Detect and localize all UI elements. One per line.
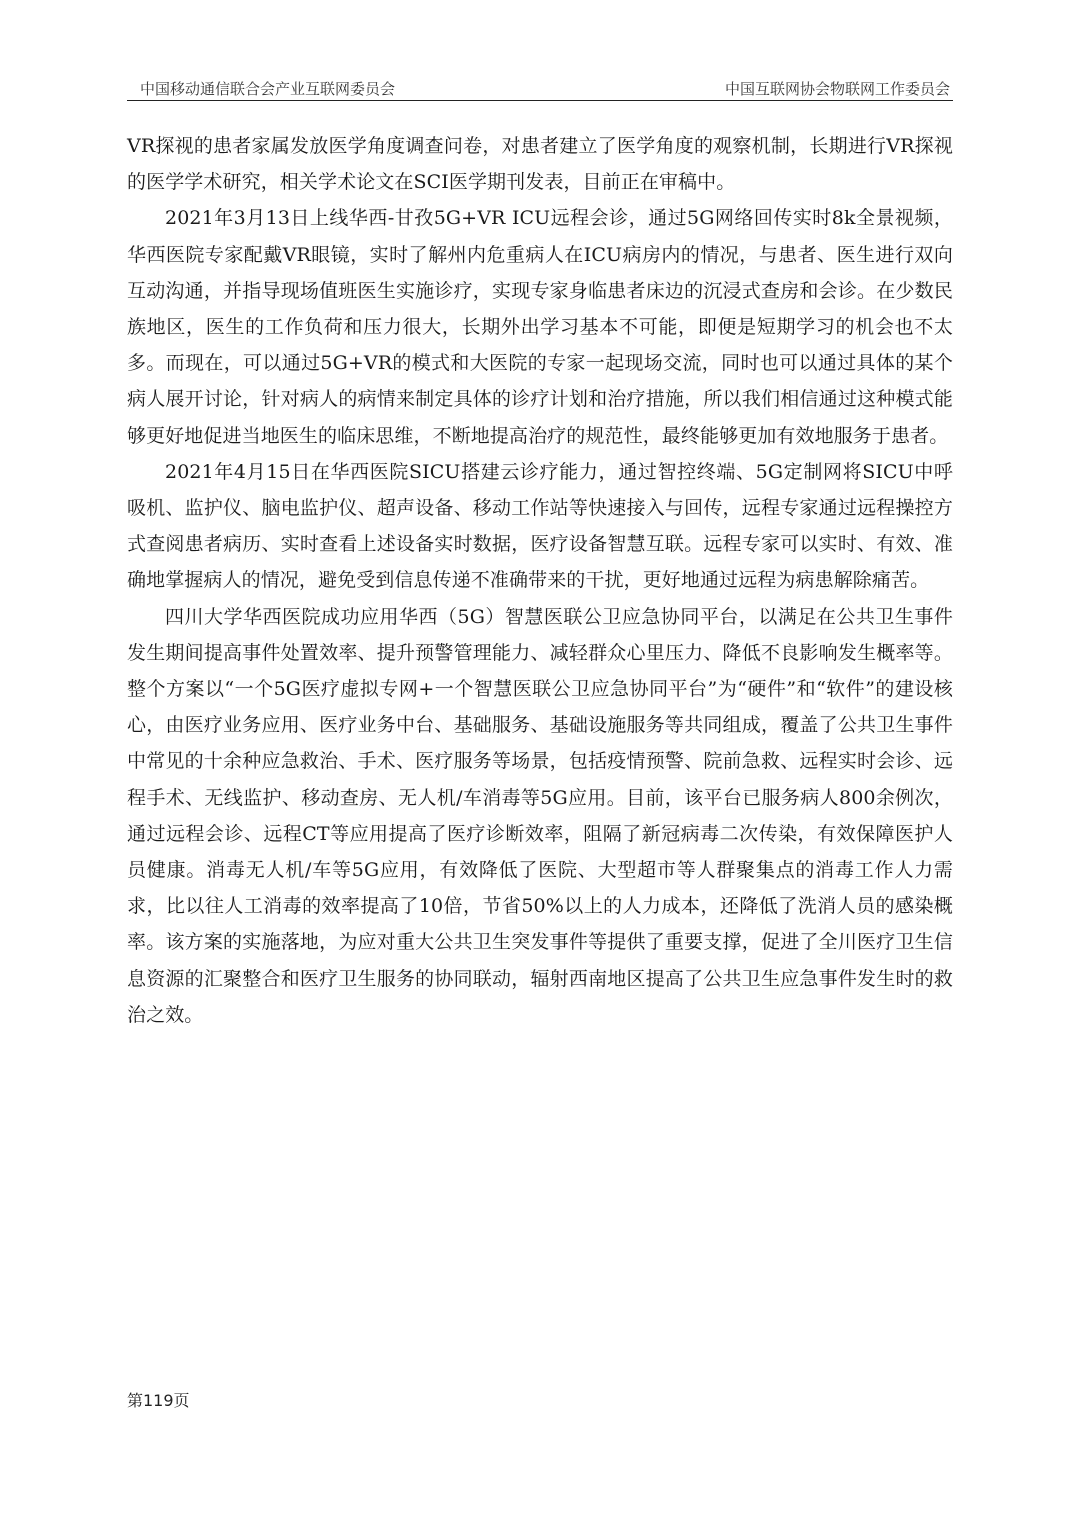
page-header [127, 74, 953, 101]
paragraph-continuation: VR探视的患者家属发放医学角度调查问卷，对患者建立了医学角度的观察机制，长期进行VR探视的医学学术研究，相关学术论文在SCI医学期刊发表，目前正在审稿中。 [127, 135, 953, 194]
header-right-org: 中国互联网协会物联网工作委员会 [724, 80, 950, 98]
header-left-org: 中国移动通信联合会产业互联网委员会 [140, 80, 396, 98]
paragraph-icu-remote-consult: 2021年3月13日上线华西-甘孜5G+VR ICU远程会诊，通过5G网络回传实时8k全景视频，华西医院专家配戴VR眼镜，实时了解州内危重病人在ICU病房内的情况，与患者、医生进行双向互动沟通，并指导现场值班医生实施诊疗，实现专家身临患者床边的沉浸式查房和会诊。在少数民族地区，医生的工作负荷和压力很大，长期外出学习基本不可能，即便是短期学习的机会也不太多。而现在，可以通过5G+VR的模式和大医院的专家一起现场交流，同时也可以通过具体的某个病人展开讨论，针对病人的病情来制定具体的诊疗计划和治疗措施，所以我们相信通过这种模式能够更好地促进当地医生的临床思维，不断地提高治疗的规范性，最终能够更加有效地服务于患者。 [127, 207, 953, 447]
document-body [127, 128, 953, 1033]
paragraph-public-health-platform: 四川大学华西医院成功应用华西（5G）智慧医联公卫应急协同平台，以满足在公共卫生事件发生期间提高事件处置效率、提升预警管理能力、减轻群众心里压力、降低不良影响发生概率等。整个方案以“一个5G医疗虚拟专网+一个智慧医联公卫应急协同平台”为“硬件”和“软件”的建设核心，由医疗业务应用、医疗业务中台、基础服务、基础设施服务等共同组成，覆盖了公共卫生事件中常见的十余种应急救治、手术、医疗服务等场景，包括疫情预警、院前急救、远程实时会诊、远程手术、无线监护、移动查房、无人机/车消毒等5G应用。目前，该平台已服务病人800余例次，通过远程会诊、远程CT等应用提高了医疗诊断效率，阻隔了新冠病毒二次传染，有效保障医护人员健康。消毒无人机/车等5G应用，有效降低了医院、大型超市等人群聚集点的消毒工作人力需求，比以往人工消毒的效率提高了10倍，节省50%以上的人力成本，还降低了洗消人员的感染概率。该方案的实施落地，为应对重大公共卫生突发事件等提供了重要支撑，促进了全川医疗卫生信息资源的汇聚整合和医疗卫生服务的协同联动，辐射西南地区提高了公共卫生应急事件发生时的救治之效。 [127, 605, 953, 1026]
paragraph-sicu-cloud: 2021年4月15日在华西医院SICU搭建云诊疗能力，通过智控终端、5G定制网将SICU中呼吸机、监护仪、脑电监护仪、超声设备、移动工作站等快速接入与回传，远程专家通过远程操控方式查阅患者病历、实时查看上述设备实时数据，医疗设备智慧互联。远程专家可以实时、有效、准确地掌握病人的情况，避免受到信息传递不准确带来的干扰，更好地通过远程为病患解除痛苦。 [127, 460, 953, 592]
page-number: 第119页 [127, 1391, 190, 1410]
